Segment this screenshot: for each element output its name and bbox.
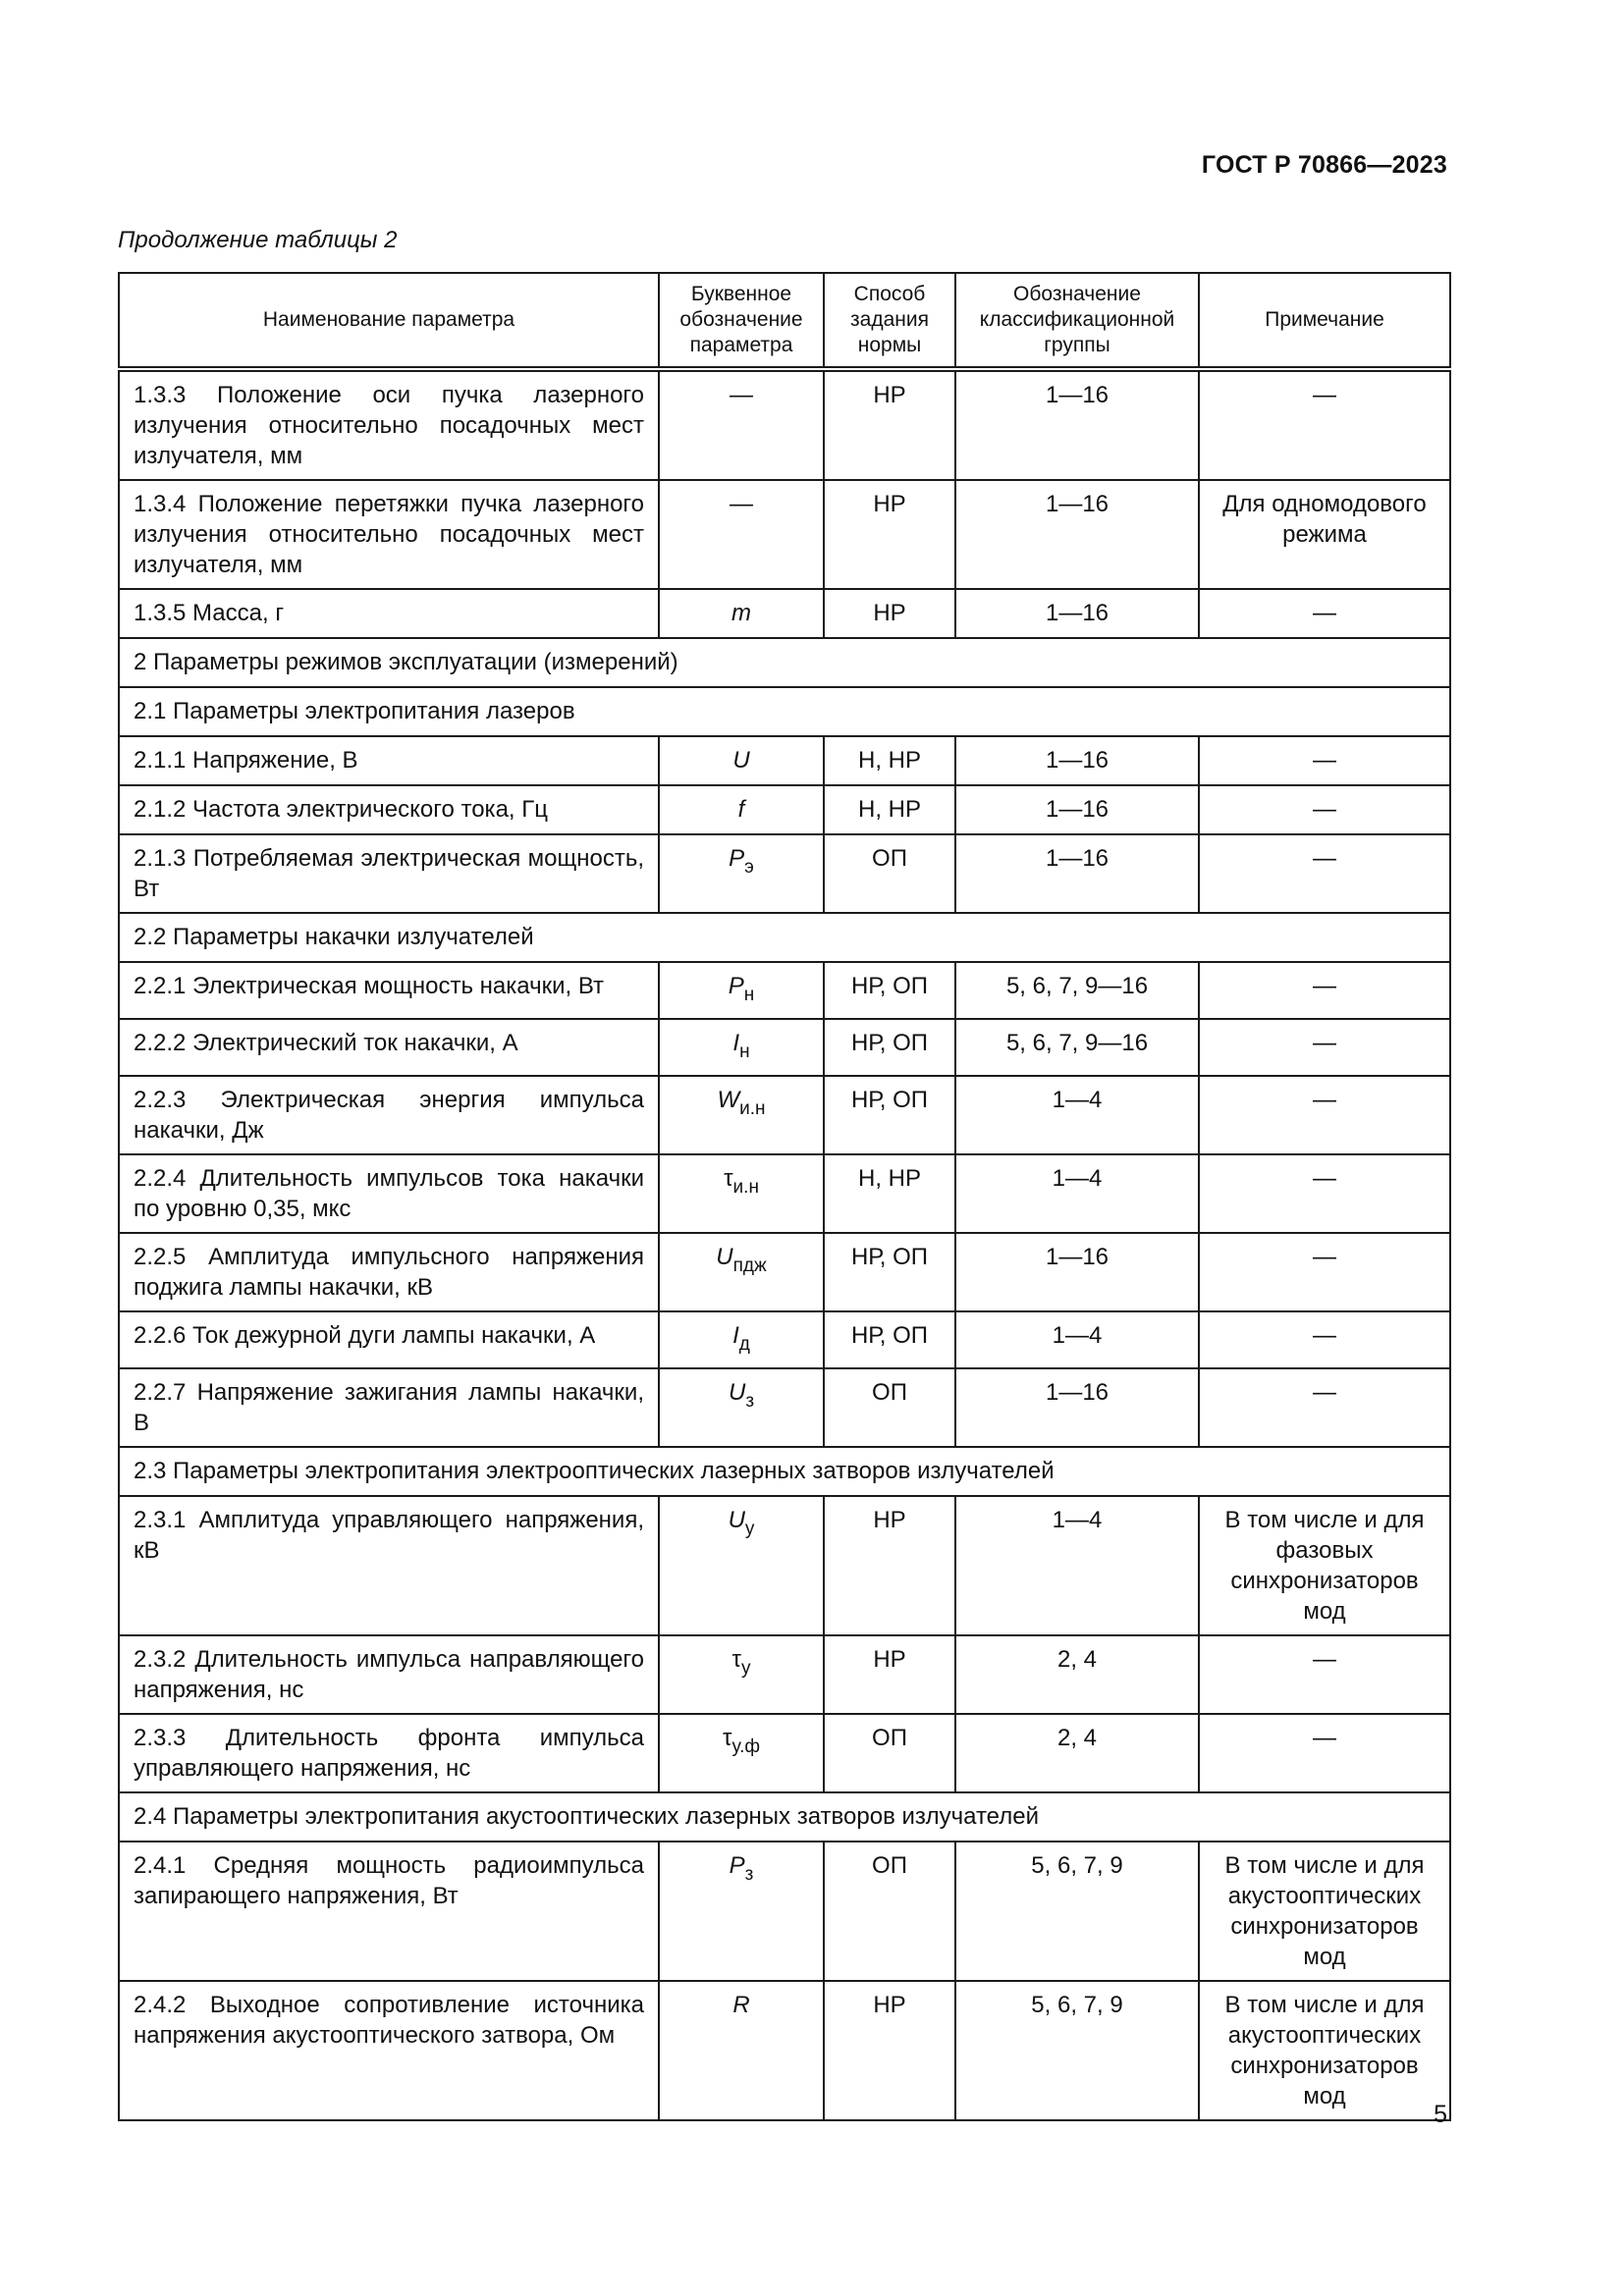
table-row <box>119 1842 1450 1981</box>
symbol-letter: τ <box>723 1725 732 1751</box>
symbol-letter: U <box>728 1507 745 1533</box>
note: — <box>1199 1714 1450 1792</box>
norm-method: ОП <box>824 1842 955 1981</box>
parameter-name: 2.1.1 Напряжение, В <box>119 736 659 785</box>
symbol-subscript: у <box>740 1658 751 1679</box>
header-note: Примечание <box>1199 273 1450 369</box>
parameter-symbol <box>659 785 824 834</box>
section-row <box>119 913 1450 962</box>
note: — <box>1199 1635 1450 1714</box>
parameter-name: 1.3.3 Положение оси пучка лазерного излучения относительно посадочных мест излучателя, мм <box>119 369 659 480</box>
parameter-symbol <box>659 1981 824 2120</box>
symbol-letter: I <box>732 1030 740 1056</box>
note: — <box>1199 785 1450 834</box>
parameter-symbol <box>659 1635 824 1714</box>
symbol-subscript: д <box>738 1334 750 1355</box>
section-title: 2.1 Параметры электропитания лазеров <box>119 687 1450 736</box>
table-row <box>119 1714 1450 1792</box>
classification-group: 1—4 <box>955 1311 1199 1368</box>
symbol-subscript: з <box>745 1391 755 1412</box>
classification-group: 5, 6, 7, 9 <box>955 1842 1199 1981</box>
parameter-symbol <box>659 1368 824 1447</box>
table-row <box>119 1154 1450 1233</box>
symbol-letter: — <box>730 382 753 408</box>
parameter-name: 2.2.7 Напряжение зажигания лампы накачки, В <box>119 1368 659 1447</box>
section-title: 2 Параметры режимов эксплуатации (измерений) <box>119 638 1450 687</box>
symbol-letter: U <box>728 1379 746 1406</box>
symbol-letter: τ <box>724 1165 733 1192</box>
parameter-name: 2.2.1 Электрическая мощность накачки, Вт <box>119 962 659 1019</box>
section-row <box>119 1792 1450 1842</box>
parameter-symbol <box>659 1154 824 1233</box>
symbol-subscript: з <box>744 1864 754 1885</box>
header-group: Обозначение классификационной группы <box>955 273 1199 369</box>
table-row <box>119 1019 1450 1076</box>
note: — <box>1199 369 1450 480</box>
norm-method: Н, НР <box>824 736 955 785</box>
note: — <box>1199 589 1450 638</box>
classification-group: 1—16 <box>955 834 1199 913</box>
parameter-name: 2.4.1 Средняя мощность радиоимпульса запирающего напряжения, Вт <box>119 1842 659 1981</box>
parameter-name: 1.3.5 Масса, г <box>119 589 659 638</box>
norm-method: НР, ОП <box>824 1076 955 1154</box>
classification-group: 1—16 <box>955 1368 1199 1447</box>
symbol-subscript: н <box>743 985 755 1005</box>
note: В том числе и для акустооптических синхронизаторов мод <box>1199 1842 1450 1981</box>
symbol-letter: P <box>728 973 744 999</box>
table-row <box>119 1311 1450 1368</box>
classification-group: 1—16 <box>955 589 1199 638</box>
symbol-subscript: э <box>744 857 754 878</box>
classification-group: 5, 6, 7, 9 <box>955 1981 1199 2120</box>
norm-method: НР <box>824 589 955 638</box>
parameter-symbol <box>659 1714 824 1792</box>
parameter-symbol <box>659 369 824 480</box>
note: В том числе и для фазовых синхронизаторов мод <box>1199 1496 1450 1635</box>
section-title: 2.3 Параметры электропитания электрооптических лазерных затворов излучателей <box>119 1447 1450 1496</box>
parameter-name: 2.2.2 Электрический ток накачки, А <box>119 1019 659 1076</box>
classification-group: 5, 6, 7, 9—16 <box>955 962 1199 1019</box>
parameter-symbol <box>659 834 824 913</box>
note: В том числе и для акустооптических синхронизаторов мод <box>1199 1981 1450 2120</box>
classification-group: 1—16 <box>955 1233 1199 1311</box>
norm-method: НР, ОП <box>824 1019 955 1076</box>
table-body <box>119 369 1450 2120</box>
classification-group: 1—16 <box>955 736 1199 785</box>
parameter-name: 2.2.6 Ток дежурной дуги лампы накачки, А <box>119 1311 659 1368</box>
note: — <box>1199 962 1450 1019</box>
norm-method: Н, НР <box>824 785 955 834</box>
parameters-table <box>118 272 1451 2121</box>
symbol-letter: P <box>729 1852 745 1879</box>
section-row <box>119 638 1450 687</box>
section-row <box>119 687 1450 736</box>
classification-group: 1—16 <box>955 785 1199 834</box>
symbol-subscript: у.ф <box>731 1736 760 1757</box>
norm-method: НР <box>824 369 955 480</box>
symbol-letter: — <box>730 491 753 517</box>
symbol-letter: τ <box>731 1646 741 1673</box>
table-header-row <box>119 273 1450 369</box>
classification-group: 1—16 <box>955 480 1199 589</box>
table-row <box>119 834 1450 913</box>
norm-method: НР <box>824 1981 955 2120</box>
symbol-letter: f <box>737 796 745 823</box>
classification-group: 1—16 <box>955 369 1199 480</box>
parameter-name: 2.1.3 Потребляемая электрическая мощность, Вт <box>119 834 659 913</box>
table-row <box>119 369 1450 480</box>
header-symbol: Буквенное обозначение параметра <box>659 273 824 369</box>
page-number: 5 <box>1434 2101 1447 2128</box>
symbol-letter: R <box>732 1992 750 2018</box>
table-caption: Продолжение таблицы 2 <box>118 227 398 253</box>
parameter-symbol <box>659 1311 824 1368</box>
header-name: Наименование параметра <box>119 273 659 369</box>
norm-method: ОП <box>824 834 955 913</box>
symbol-letter: m <box>731 600 751 626</box>
table-row <box>119 736 1450 785</box>
classification-group: 2, 4 <box>955 1635 1199 1714</box>
parameter-name: 1.3.4 Положение перетяжки пучка лазерного излучения относительно посадочных мест излучателя, мм <box>119 480 659 589</box>
table-row <box>119 1635 1450 1714</box>
norm-method: ОП <box>824 1714 955 1792</box>
classification-group: 5, 6, 7, 9—16 <box>955 1019 1199 1076</box>
parameter-symbol <box>659 589 824 638</box>
parameter-name: 2.2.5 Амплитуда импульсного напряжения поджига лампы накачки, кВ <box>119 1233 659 1311</box>
symbol-letter: U <box>732 747 750 774</box>
note: Для одномодового режима <box>1199 480 1450 589</box>
note: — <box>1199 1233 1450 1311</box>
note: — <box>1199 834 1450 913</box>
parameter-symbol <box>659 1019 824 1076</box>
table-row <box>119 589 1450 638</box>
note: — <box>1199 1076 1450 1154</box>
symbol-subscript: у <box>744 1519 755 1539</box>
symbol-subscript: н <box>739 1041 750 1062</box>
parameter-symbol <box>659 1496 824 1635</box>
parameter-symbol <box>659 1233 824 1311</box>
section-title: 2.2 Параметры накачки излучателей <box>119 913 1450 962</box>
note: — <box>1199 1019 1450 1076</box>
parameter-name: 2.4.2 Выходное сопротивление источника напряжения акустооптического затвора, Ом <box>119 1981 659 2120</box>
note: — <box>1199 1311 1450 1368</box>
symbol-letter: W <box>717 1087 740 1113</box>
parameter-symbol <box>659 480 824 589</box>
parameter-name: 2.2.4 Длительность импульсов тока накачки по уровню 0,35, мкс <box>119 1154 659 1233</box>
symbol-letter: U <box>716 1244 733 1270</box>
parameter-name: 2.3.3 Длительность фронта импульса управляющего напряжения, нс <box>119 1714 659 1792</box>
parameter-symbol <box>659 962 824 1019</box>
parameter-name: 2.1.2 Частота электрического тока, Гц <box>119 785 659 834</box>
parameter-symbol <box>659 1842 824 1981</box>
norm-method: НР, ОП <box>824 1311 955 1368</box>
norm-method: ОП <box>824 1368 955 1447</box>
header-method: Способ задания нормы <box>824 273 955 369</box>
parameter-symbol <box>659 736 824 785</box>
note: — <box>1199 1154 1450 1233</box>
norm-method: НР <box>824 480 955 589</box>
table-row <box>119 1233 1450 1311</box>
section-title: 2.4 Параметры электропитания акустооптических лазерных затворов излучателей <box>119 1792 1450 1842</box>
table-row <box>119 1981 1450 2120</box>
standard-number: ГОСТ Р 70866—2023 <box>1201 151 1447 179</box>
symbol-letter: P <box>729 845 745 872</box>
parameter-name: 2.3.2 Длительность импульса направляющего напряжения, нс <box>119 1635 659 1714</box>
symbol-letter: I <box>732 1322 739 1349</box>
symbol-subscript: и.н <box>732 1177 759 1198</box>
norm-method: НР, ОП <box>824 962 955 1019</box>
classification-group: 1—4 <box>955 1496 1199 1635</box>
table-row <box>119 1076 1450 1154</box>
section-row <box>119 1447 1450 1496</box>
symbol-subscript: пдж <box>732 1255 767 1276</box>
table-row <box>119 1496 1450 1635</box>
norm-method: Н, НР <box>824 1154 955 1233</box>
classification-group: 1—4 <box>955 1154 1199 1233</box>
classification-group: 1—4 <box>955 1076 1199 1154</box>
parameter-name: 2.3.1 Амплитуда управляющего напряжения, кВ <box>119 1496 659 1635</box>
classification-group: 2, 4 <box>955 1714 1199 1792</box>
norm-method: НР, ОП <box>824 1233 955 1311</box>
table-row <box>119 1368 1450 1447</box>
note: — <box>1199 1368 1450 1447</box>
table-row <box>119 785 1450 834</box>
norm-method: НР <box>824 1635 955 1714</box>
norm-method: НР <box>824 1496 955 1635</box>
note: — <box>1199 736 1450 785</box>
symbol-subscript: и.н <box>739 1098 766 1119</box>
parameter-name: 2.2.3 Электрическая энергия импульса накачки, Дж <box>119 1076 659 1154</box>
table-row <box>119 480 1450 589</box>
parameter-symbol <box>659 1076 824 1154</box>
table-row <box>119 962 1450 1019</box>
